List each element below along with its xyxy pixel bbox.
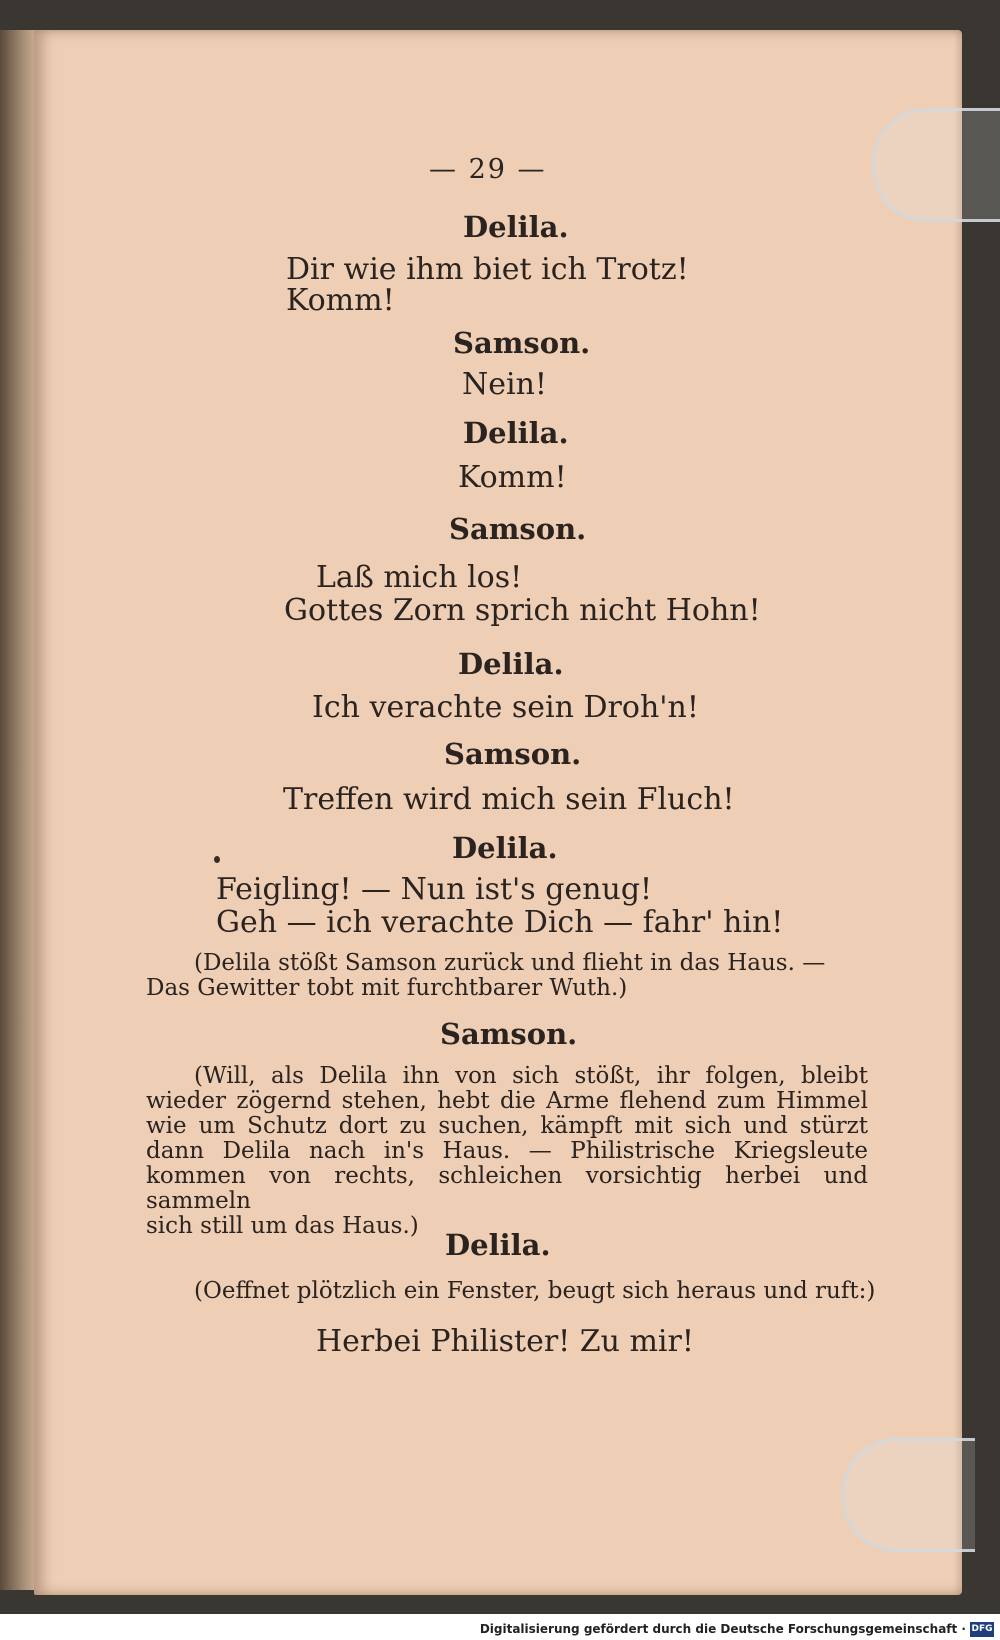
stage-direction-line: Das Gewitter tobt mit furchtbarer Wuth.)	[146, 975, 628, 1001]
verse-line: Herbei Philister! Zu mir!	[316, 1324, 694, 1359]
verse-line: Feigling! — Nun ist's genug!	[216, 872, 653, 907]
stage-direction-line: (Will, als Delila ihn von sich stößt, ihr folgen, bleibt	[194, 1063, 868, 1089]
verse-line: Ich verachte sein Droh'n!	[312, 690, 699, 725]
dfg-logo: DFG	[970, 1622, 994, 1637]
verse-line: Komm!	[286, 283, 395, 318]
stage-direction-line: wieder zögernd stehen, hebt die Arme flehend zum Himmel	[146, 1088, 868, 1114]
speaker-name: Samson.	[449, 512, 587, 546]
page-clip-bottom	[842, 1438, 975, 1552]
speaker-name: Delila.	[445, 1228, 551, 1262]
page-number: — 29 —	[429, 154, 547, 185]
footer-credit: Digitalisierung gefördert durch die Deutsche Forschungsgemeinschaft ·	[479, 1622, 966, 1636]
stage-direction-line: (Delila stößt Samson zurück und flieht in das Haus. —	[194, 950, 826, 976]
speaker-name: Samson.	[440, 1017, 578, 1051]
stage-direction-line: sich still um das Haus.)	[146, 1213, 419, 1239]
verse-line: Komm!	[458, 460, 567, 495]
stage-direction-block	[146, 1064, 868, 1239]
speaker-name: Delila.	[458, 647, 564, 681]
ink-speck	[214, 856, 220, 863]
book-page	[34, 30, 962, 1595]
verse-line: Gottes Zorn sprich nicht Hohn!	[284, 593, 761, 628]
speaker-name: Delila.	[463, 416, 569, 450]
verse-line: Laß mich los!	[316, 560, 523, 595]
speaker-name: Samson.	[453, 326, 591, 360]
verse-line: Dir wie ihm biet ich Trotz!	[286, 252, 689, 287]
speaker-name: Delila.	[452, 831, 558, 865]
page-clip-top	[872, 108, 1000, 222]
stage-direction-line: kommen von rechts, schleichen vorsichtig herbei und sammeln	[146, 1163, 868, 1214]
stage-direction-line: (Oeffnet plötzlich ein Fenster, beugt sich heraus und ruft:)	[194, 1278, 876, 1304]
stage-direction-line: wie um Schutz dort zu suchen, kämpft mit sich und stürzt	[146, 1113, 868, 1139]
verse-line: Treffen wird mich sein Fluch!	[283, 782, 735, 817]
verse-line: Geh — ich verachte Dich — fahr' hin!	[216, 905, 784, 940]
digitization-footer	[0, 1614, 1000, 1640]
stage-direction-line: dann Delila nach in's Haus. — Philistrische Kriegsleute	[146, 1138, 868, 1164]
speaker-name: Delila.	[463, 210, 569, 244]
speaker-name: Samson.	[444, 737, 582, 771]
verse-line: Nein!	[462, 367, 547, 402]
